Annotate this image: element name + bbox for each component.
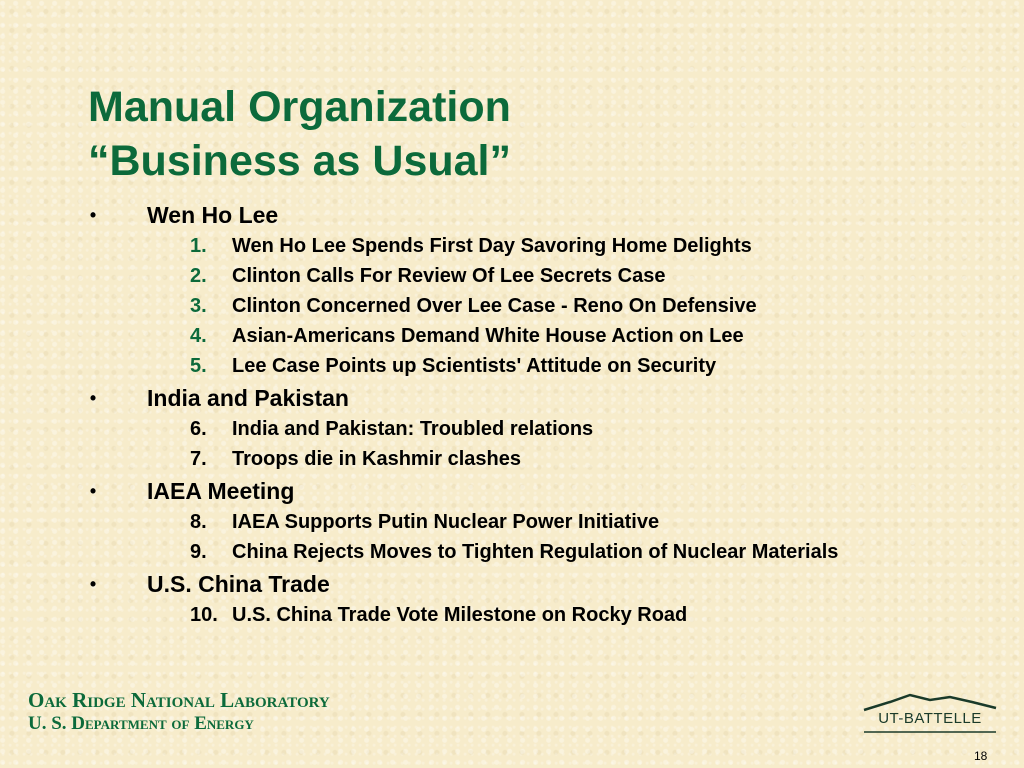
sub-item xyxy=(86,351,986,381)
sub-item-number: 6. xyxy=(190,418,207,440)
sub-item-text: China Rejects Moves to Tighten Regulation of Nuclear Materials xyxy=(232,541,839,563)
sub-item xyxy=(86,231,986,261)
slide-title xyxy=(88,80,511,188)
sub-item-text: Troops die in Kashmir clashes xyxy=(232,448,521,470)
sub-item xyxy=(86,507,986,537)
sub-list xyxy=(86,414,986,474)
ut-battelle-logo xyxy=(860,690,1000,736)
sub-item-number: 8. xyxy=(190,511,207,533)
sub-item-number: 4. xyxy=(190,325,207,347)
sub-item-text: Asian-Americans Demand White House Action on Lee xyxy=(232,325,744,347)
sub-item xyxy=(86,291,986,321)
sub-item-text: India and Pakistan: Troubled relations xyxy=(232,418,594,440)
sub-item-number: 5. xyxy=(190,355,207,377)
sub-item xyxy=(86,261,986,291)
bullet-dot-icon: • xyxy=(89,481,97,501)
bullet-list xyxy=(86,201,986,633)
bullet-item xyxy=(86,201,986,229)
sub-item xyxy=(86,321,986,351)
sub-list xyxy=(86,507,986,567)
page-number: 18 xyxy=(974,749,988,763)
sub-item-number: 10. xyxy=(190,604,218,626)
sub-item-text: Wen Ho Lee Spends First Day Savoring Home Delights xyxy=(232,235,752,257)
sub-list xyxy=(86,231,986,381)
bullet-label: IAEA Meeting xyxy=(147,478,295,504)
sub-item-number: 7. xyxy=(190,448,207,470)
sub-item xyxy=(86,414,986,444)
title-line-1: Manual Organization xyxy=(88,83,511,131)
logo-text: UT-BATTELLE xyxy=(878,710,982,727)
sub-item-number: 3. xyxy=(190,295,207,317)
sub-list xyxy=(86,600,986,630)
org-name xyxy=(28,688,330,736)
sub-item xyxy=(86,537,986,567)
sub-item-text: Clinton Concerned Over Lee Case - Reno On Defensive xyxy=(232,295,757,317)
sub-item-number: 2. xyxy=(190,265,207,287)
org-line-1: Oak Ridge National Laboratory xyxy=(28,688,330,712)
bullet-item xyxy=(86,570,986,598)
bullet-dot-icon: • xyxy=(89,574,97,594)
bullet-dot-icon: • xyxy=(89,388,97,408)
bullet-dot-icon: • xyxy=(89,205,97,225)
bullet-label: U.S. China Trade xyxy=(147,571,330,597)
sub-item xyxy=(86,444,986,474)
title-line-2: “Business as Usual” xyxy=(88,137,512,185)
sub-item-number: 9. xyxy=(190,541,207,563)
bullet-item xyxy=(86,384,986,412)
sub-item-text: U.S. China Trade Vote Milestone on Rocky Road xyxy=(232,604,688,626)
org-line-2: U. S. Department of Energy xyxy=(28,713,254,734)
sub-item-number: 1. xyxy=(190,235,207,257)
sub-item-text: IAEA Supports Putin Nuclear Power Initiative xyxy=(232,511,660,533)
bullet-label: Wen Ho Lee xyxy=(147,202,279,228)
sub-item xyxy=(86,600,986,630)
bullet-item xyxy=(86,477,986,505)
sub-item-text: Clinton Calls For Review Of Lee Secrets Case xyxy=(232,265,666,287)
sub-item-text: Lee Case Points up Scientists' Attitude on Security xyxy=(232,355,717,377)
bullet-label: India and Pakistan xyxy=(147,385,349,411)
